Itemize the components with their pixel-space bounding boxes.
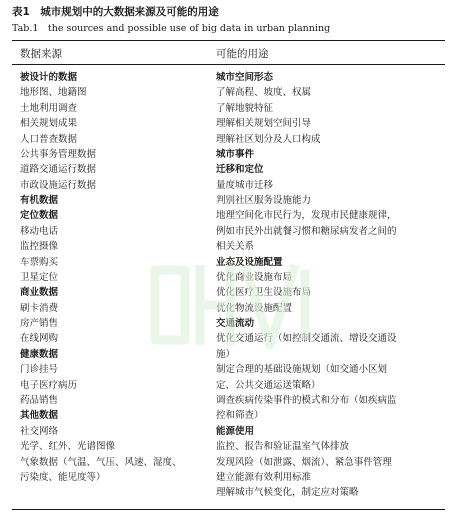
data-source-list-item: 人口普查数据 xyxy=(20,133,78,145)
data-source-column xyxy=(20,70,210,485)
possible-use-list-item: 理解社区划分及人口构成 xyxy=(216,133,321,145)
data-source-list-item: 监控摄像 xyxy=(20,241,59,253)
possible-use-list-item: 制定合理的基础设施规划（如交通小区划 xyxy=(216,364,388,376)
data-source-category-heading: 其他数据 xyxy=(20,410,59,422)
data-source-list-item: 光学、红外、光谱图像 xyxy=(20,441,116,453)
possible-use-category-heading: 业态及设施配置 xyxy=(216,256,283,268)
data-source-list-item: 社交网络 xyxy=(20,425,59,437)
data-source-list-item: 市政设施运行数据 xyxy=(20,179,97,191)
possible-use-list-item: 优化交通运行（如控制交通流、增设交通设 xyxy=(216,333,397,345)
data-source-list-item: 在线网购 xyxy=(20,333,59,345)
possible-use-column xyxy=(216,70,446,501)
data-source-list-item: 道路交通运行数据 xyxy=(20,164,97,176)
data-source-list-item: 房产销售 xyxy=(20,318,59,330)
data-source-list-item: 土地利用调查 xyxy=(20,102,78,114)
possible-use-list-item: 监控、报告和验证温室气体排放 xyxy=(216,441,350,453)
possible-use-list-item: 量度城市迁移 xyxy=(216,179,274,191)
data-source-list-item: 车票购买 xyxy=(20,256,59,268)
possible-use-category-heading: 城市空间形态 xyxy=(216,72,274,83)
data-source-category-heading: 定位数据 xyxy=(20,210,59,222)
possible-use-category-heading: 交通流动 xyxy=(216,318,255,330)
possible-use-list-item: 例如市民外出就餐习惯和糖尿病发者之间的 xyxy=(216,225,397,237)
possible-use-category-heading: 能源使用 xyxy=(216,425,255,437)
possible-use-list-item: 了解地貌特征 xyxy=(216,102,274,114)
possible-use-list-item: 了解高程、坡度、权属 xyxy=(216,87,312,99)
data-source-list-item: 刷卡消费 xyxy=(20,302,59,314)
table-title-english: Tab.1 the sources and possible use of big data in urban planning xyxy=(12,23,331,34)
column-header-possible-use: 可能的用途 xyxy=(216,48,269,60)
possible-use-list-item: 发现风险（如泄露、烟流）、紧急事件管理 xyxy=(216,456,392,468)
data-source-list-item: 公共事务管理数据 xyxy=(20,148,97,160)
possible-use-list-item: 建立能源有效利用标准 xyxy=(216,471,312,483)
data-source-list-item: 地形图、地籍图 xyxy=(20,87,87,99)
data-source-list-item: 移动电话 xyxy=(20,225,59,237)
data-source-list-item: 相关规划成果 xyxy=(20,118,78,130)
possible-use-list-item: 相关关系 xyxy=(216,241,255,253)
possible-use-category-heading: 城市事件 xyxy=(216,148,255,160)
possible-use-list-item: 控和筛查） xyxy=(216,410,264,422)
possible-use-list-item: 理解城市气候变化，制定应对策略 xyxy=(216,487,359,499)
data-source-list-item: 污染度、能见度等） xyxy=(20,471,106,483)
data-source-category-heading: 被设计的数据 xyxy=(20,72,78,83)
data-source-list-item: 卫星定位 xyxy=(20,271,59,283)
data-source-list-item: 药品销售 xyxy=(20,394,59,406)
column-header-data-source: 数据来源 xyxy=(20,48,62,60)
table-bottom-rule xyxy=(12,509,445,510)
table-top-rule xyxy=(12,40,445,41)
possible-use-list-item: 理解相关规划空间引导 xyxy=(216,118,312,130)
possible-use-list-item: 优化商业设施布局 xyxy=(216,271,293,283)
data-source-list-item: 气象数据（气温、气压、风速、湿度、 xyxy=(20,456,182,468)
data-source-category-heading: 有机数据 xyxy=(20,195,59,207)
possible-use-list-item: 定、公共交通运送策略） xyxy=(216,379,321,391)
possible-use-list-item: 判别社区服务设施能力 xyxy=(216,194,312,206)
table-title-chinese: 表1 城市规划中的大数据来源及可能的用途 xyxy=(12,6,219,18)
data-source-category-heading: 商业数据 xyxy=(20,287,59,299)
table-header-rule xyxy=(12,64,445,65)
data-source-list-item: 门诊挂号 xyxy=(20,364,59,376)
possible-use-list-item: 地理空间化市民行为，发现市民健康规律， xyxy=(216,210,397,222)
possible-use-category-heading: 迁移和定位 xyxy=(216,164,264,176)
possible-use-list-item: 优化物流设施配置 xyxy=(216,302,293,314)
data-source-list-item: 电子医疗病历 xyxy=(20,379,78,391)
possible-use-list-item: 优化医疗卫生设施布局 xyxy=(216,287,312,299)
data-source-category-heading: 健康数据 xyxy=(20,348,59,360)
possible-use-list-item: 调查疾病传染事件的模式和分布（如疾病监 xyxy=(216,394,397,406)
possible-use-list-item: 施） xyxy=(216,348,236,360)
